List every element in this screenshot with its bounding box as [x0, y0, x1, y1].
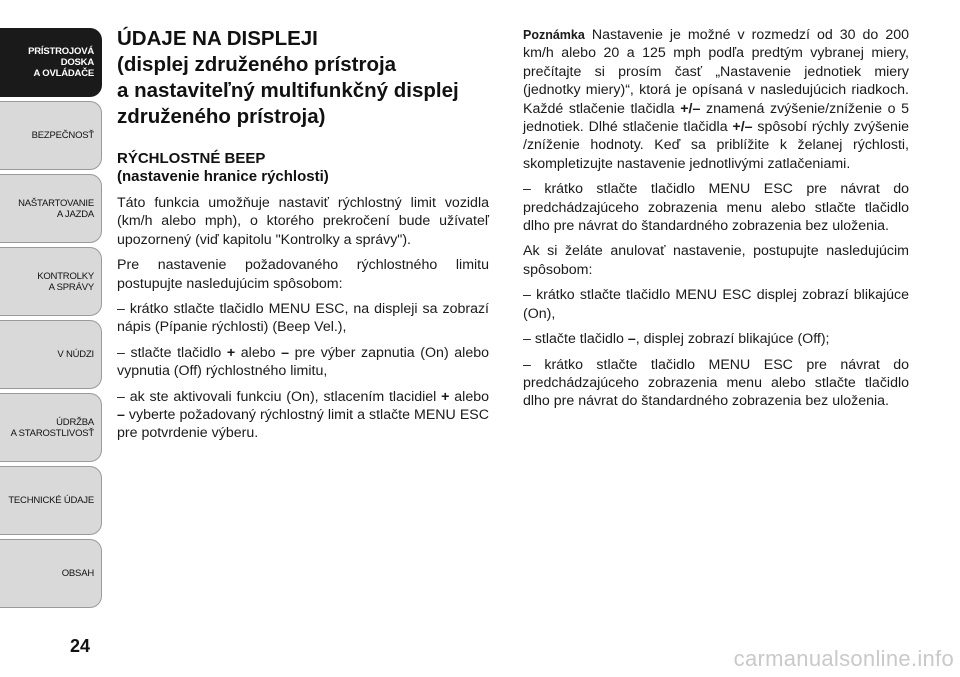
- section-heading: [117, 150, 489, 186]
- note-paragraph: [523, 26, 909, 173]
- tab-kontrolky[interactable]: KONTROLKY A SPRÁVY: [0, 247, 102, 316]
- text-run: alebo: [449, 388, 490, 405]
- text-run: – stlačte tlačidlo: [117, 344, 227, 361]
- paragraph: – krátko stlačte tlačidlo MENU ESC displej zobrazí blikajúce (On),: [523, 287, 909, 322]
- paragraph: Ak si želáte anulovať nastavenie, postupujte nasledujúcim spôsobom:: [523, 243, 909, 278]
- minus-symbol: –: [281, 344, 290, 361]
- minus-symbol: –: [627, 331, 636, 348]
- paragraph: Pre nastavenie požadovaného rýchlostného limitu postupujte nasledujúcim spôsobom:: [117, 257, 489, 292]
- left-column: [117, 26, 489, 450]
- tab-bezpecnost[interactable]: BEZPEČNOSŤ: [0, 101, 102, 170]
- section-subtitle: (nastavenie hranice rýchlosti): [117, 168, 329, 185]
- tab-obsah[interactable]: OBSAH: [0, 539, 102, 608]
- paragraph: – krátko stlačte tlačidlo MENU ESC pre návrat do predchádzajúceho zobrazenia menu alebo stlačte tlačidlo dlho pre návrat do štandardného zobrazenia bez uloženia.: [523, 356, 909, 410]
- text-run: pre výber zapnutia (On) alebo vypnutia (Off) rýchlostného limitu,: [117, 344, 489, 380]
- paragraph: [523, 330, 909, 348]
- tab-nastartovanie[interactable]: NAŠTARTOVANIE A JAZDA: [0, 174, 102, 243]
- minus-symbol: –: [117, 407, 125, 424]
- text-run: znamená zvýšenie/zníženie o 5 jednotiek. Dlhé stlačenie tlačidla: [523, 100, 909, 136]
- title-line: ÚDAJE NA DISPLEJI: [117, 27, 318, 50]
- paragraph: Táto funkcia umožňuje nastaviť rýchlostný limit vozidla (km/h alebo mph), o ktorého prekročení bude užívateľ upozornený (viď kapitolu "Kontrolky a správy").: [117, 195, 489, 248]
- watermark-text: carmanualsonline.info: [733, 646, 954, 671]
- note-label: Poznámka: [523, 28, 585, 42]
- tab-pristrojova-doska[interactable]: PRÍSTROJOVÁ DOSKA A OVLÁDAČE: [0, 28, 102, 97]
- tab-technicke-udaje[interactable]: TECHNICKÉ ÚDAJE: [0, 466, 102, 535]
- right-column: [523, 26, 909, 418]
- page-number: 24: [70, 636, 91, 656]
- tab-udrzba[interactable]: ÚDRŽBA A STAROSTLIVOSŤ: [0, 393, 102, 462]
- plus-symbol: +: [226, 344, 236, 361]
- plus-minus-symbol: +/–: [680, 100, 701, 117]
- plus-minus-symbol: +/–: [732, 119, 753, 136]
- plus-symbol: +: [441, 388, 450, 405]
- page-title: [117, 26, 489, 130]
- paragraph: [117, 344, 489, 381]
- paragraph: – krátko stlačte tlačidlo MENU ESC pre návrat do predchádzajúceho zobrazenia menu alebo stlačte tlačidlo dlho pre návrat do štandardného zobrazenia bez uloženia.: [523, 181, 909, 235]
- tab-v-nudzi[interactable]: V NÚDZI: [0, 320, 102, 389]
- section-title: RÝCHLOSTNÉ BEEP: [117, 150, 266, 167]
- chapter-tabs: [0, 28, 102, 608]
- text-run: – stlačte tlačidlo: [523, 331, 628, 348]
- text-run: vyberte požadovaný rýchlostný limit a stlačte MENU ESC pre potvrdenie výberu.: [117, 407, 489, 442]
- title-line: združeného prístroja): [117, 105, 326, 128]
- text-run: spôsobí rýchly zvýšenie /zníženie hodnoty. Keď sa priblížite k želanej rýchlosti, skompletizujte nastavenie jednotlivými zatlačeniami.: [523, 119, 909, 172]
- text-run: alebo: [235, 344, 282, 361]
- paragraph: – krátko stlačte tlačidlo MENU ESC, na displeji sa zobrazí nápis (Pípanie rýchlosti) (Beep Vel.),: [117, 301, 489, 336]
- title-line: a nastaviteľný multifunkčný displej: [117, 79, 459, 102]
- title-line: (displej združeného prístroja: [117, 53, 397, 76]
- text-run: – ak ste aktivovali funkciu (On), stlacením tlacidiel: [117, 388, 442, 405]
- text-run: , displej zobrazí blikajúce (Off);: [635, 331, 830, 348]
- text-run: Nastavenie je možné v rozmedzí od 30 do 200 km/h alebo 20 a 125 mph podľa predtým vybranej miery, prečítajte si prosím časť „Nastavenie jednotiek miery (jednotky miery)“, ktorá je opísaná v nasledujúcich riadkoch. Každé stlačenie tlačidla: [523, 27, 909, 117]
- paragraph: [117, 388, 489, 443]
